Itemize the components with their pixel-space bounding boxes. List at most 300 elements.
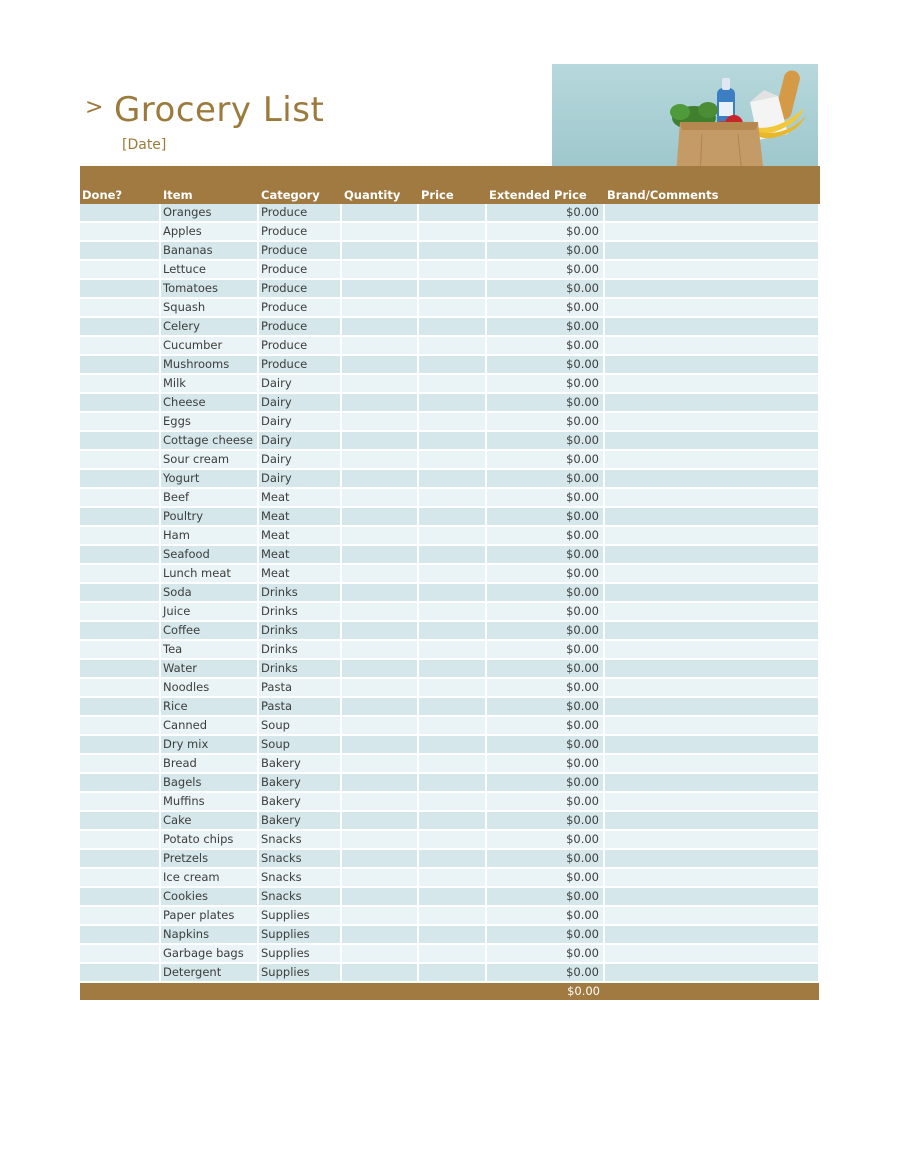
- comments-cell[interactable]: [604, 355, 819, 374]
- quantity-cell[interactable]: [341, 640, 418, 659]
- item-cell[interactable]: Tomatoes: [160, 279, 258, 298]
- comments-cell[interactable]: [604, 526, 819, 545]
- table-row: [80, 640, 819, 659]
- item-cell[interactable]: Cottage cheese: [160, 431, 258, 450]
- category-cell[interactable]: Produce: [258, 241, 341, 260]
- item-cell[interactable]: Milk: [160, 374, 258, 393]
- item-cell[interactable]: Oranges: [160, 204, 258, 222]
- item-cell[interactable]: Cookies: [160, 887, 258, 906]
- item-cell[interactable]: Yogurt: [160, 469, 258, 488]
- extended-price-cell: $0.00: [486, 412, 604, 431]
- done-cell[interactable]: [80, 602, 160, 621]
- comments-cell[interactable]: [604, 545, 819, 564]
- price-cell[interactable]: [418, 260, 486, 279]
- price-cell[interactable]: [418, 526, 486, 545]
- extended-price-cell: $0.00: [486, 317, 604, 336]
- category-cell[interactable]: Pasta: [258, 697, 341, 716]
- done-cell[interactable]: [80, 640, 160, 659]
- table-row: [80, 450, 819, 469]
- category-cell[interactable]: Supplies: [258, 906, 341, 925]
- category-cell[interactable]: Drinks: [258, 640, 341, 659]
- done-cell[interactable]: [80, 735, 160, 754]
- quantity-cell[interactable]: [341, 507, 418, 526]
- price-cell[interactable]: [418, 469, 486, 488]
- quantity-cell[interactable]: [341, 906, 418, 925]
- price-cell[interactable]: [418, 811, 486, 830]
- done-cell[interactable]: [80, 849, 160, 868]
- item-cell[interactable]: Garbage bags: [160, 944, 258, 963]
- price-cell[interactable]: [418, 754, 486, 773]
- category-cell[interactable]: Dairy: [258, 469, 341, 488]
- extended-price-cell: $0.00: [486, 868, 604, 887]
- item-cell[interactable]: Noodles: [160, 678, 258, 697]
- comments-cell[interactable]: [604, 260, 819, 279]
- quantity-cell[interactable]: [341, 412, 418, 431]
- done-cell[interactable]: [80, 659, 160, 678]
- extended-price-cell: $0.00: [486, 564, 604, 583]
- quantity-cell[interactable]: [341, 564, 418, 583]
- done-cell[interactable]: [80, 868, 160, 887]
- price-cell[interactable]: [418, 925, 486, 944]
- item-cell[interactable]: Ham: [160, 526, 258, 545]
- done-cell[interactable]: [80, 925, 160, 944]
- price-cell[interactable]: [418, 393, 486, 412]
- item-cell[interactable]: Cake: [160, 811, 258, 830]
- comments-cell[interactable]: [604, 925, 819, 944]
- category-cell[interactable]: Bakery: [258, 792, 341, 811]
- comments-cell[interactable]: [604, 488, 819, 507]
- grocery-table: [80, 166, 819, 1000]
- category-cell[interactable]: Dairy: [258, 431, 341, 450]
- done-cell[interactable]: [80, 355, 160, 374]
- extended-price-cell: $0.00: [486, 659, 604, 678]
- quantity-cell[interactable]: [341, 925, 418, 944]
- total-spacer: [341, 982, 418, 1000]
- done-cell[interactable]: [80, 792, 160, 811]
- done-cell[interactable]: [80, 621, 160, 640]
- item-cell[interactable]: Eggs: [160, 412, 258, 431]
- comments-cell[interactable]: [604, 716, 819, 735]
- done-cell[interactable]: [80, 431, 160, 450]
- item-cell[interactable]: Canned: [160, 716, 258, 735]
- table-row: [80, 488, 819, 507]
- table-row: [80, 754, 819, 773]
- comments-cell[interactable]: [604, 640, 819, 659]
- quantity-cell[interactable]: [341, 355, 418, 374]
- price-cell[interactable]: [418, 241, 486, 260]
- item-cell[interactable]: Beef: [160, 488, 258, 507]
- item-cell[interactable]: Cucumber: [160, 336, 258, 355]
- done-cell[interactable]: [80, 393, 160, 412]
- category-cell[interactable]: Produce: [258, 204, 341, 222]
- price-cell[interactable]: [418, 204, 486, 222]
- header-quantity[interactable]: Quantity: [341, 166, 418, 204]
- quantity-cell[interactable]: [341, 963, 418, 982]
- comments-cell[interactable]: [604, 697, 819, 716]
- category-cell[interactable]: Produce: [258, 355, 341, 374]
- table-row: [80, 355, 819, 374]
- table-row: [80, 773, 819, 792]
- price-cell[interactable]: [418, 716, 486, 735]
- extended-price-cell: $0.00: [486, 716, 604, 735]
- item-cell[interactable]: Soda: [160, 583, 258, 602]
- item-cell[interactable]: Bread: [160, 754, 258, 773]
- total-row: [80, 982, 819, 1000]
- price-cell[interactable]: [418, 640, 486, 659]
- category-cell[interactable]: Pasta: [258, 678, 341, 697]
- price-cell[interactable]: [418, 830, 486, 849]
- comments-cell[interactable]: [604, 336, 819, 355]
- item-cell[interactable]: Water: [160, 659, 258, 678]
- quantity-cell[interactable]: [341, 811, 418, 830]
- done-cell[interactable]: [80, 279, 160, 298]
- item-cell[interactable]: Sour cream: [160, 450, 258, 469]
- done-cell[interactable]: [80, 963, 160, 982]
- category-cell[interactable]: Dairy: [258, 374, 341, 393]
- done-cell[interactable]: [80, 260, 160, 279]
- extended-price-cell: $0.00: [486, 393, 604, 412]
- done-cell[interactable]: [80, 906, 160, 925]
- price-cell[interactable]: [418, 735, 486, 754]
- extended-price-cell: $0.00: [486, 925, 604, 944]
- header-done[interactable]: Done?: [80, 166, 160, 204]
- comments-cell[interactable]: [604, 583, 819, 602]
- header-brand-comments[interactable]: Brand/Comments: [604, 166, 819, 204]
- done-cell[interactable]: [80, 450, 160, 469]
- done-cell[interactable]: [80, 830, 160, 849]
- comments-cell[interactable]: [604, 849, 819, 868]
- category-cell[interactable]: Snacks: [258, 887, 341, 906]
- extended-price-cell: $0.00: [486, 488, 604, 507]
- quantity-cell[interactable]: [341, 488, 418, 507]
- item-cell[interactable]: Napkins: [160, 925, 258, 944]
- price-cell[interactable]: [418, 602, 486, 621]
- done-cell[interactable]: [80, 298, 160, 317]
- category-cell[interactable]: Snacks: [258, 849, 341, 868]
- done-cell[interactable]: [80, 887, 160, 906]
- table-row: [80, 697, 819, 716]
- quantity-cell[interactable]: [341, 887, 418, 906]
- comments-cell[interactable]: [604, 204, 819, 222]
- price-cell[interactable]: [418, 621, 486, 640]
- item-cell[interactable]: Muffins: [160, 792, 258, 811]
- quantity-cell[interactable]: [341, 944, 418, 963]
- extended-price-cell: $0.00: [486, 450, 604, 469]
- price-cell[interactable]: [418, 906, 486, 925]
- done-cell[interactable]: [80, 507, 160, 526]
- quantity-cell[interactable]: [341, 279, 418, 298]
- item-cell[interactable]: Ice cream: [160, 868, 258, 887]
- done-cell[interactable]: [80, 678, 160, 697]
- category-cell[interactable]: Soup: [258, 716, 341, 735]
- done-cell[interactable]: [80, 583, 160, 602]
- category-cell[interactable]: Produce: [258, 222, 341, 241]
- table-row: [80, 241, 819, 260]
- quantity-cell[interactable]: [341, 431, 418, 450]
- comments-cell[interactable]: [604, 450, 819, 469]
- total-spacer: [258, 982, 341, 1000]
- comments-cell[interactable]: [604, 678, 819, 697]
- table-row: [80, 925, 819, 944]
- title-text: Grocery List: [113, 90, 325, 130]
- done-cell[interactable]: [80, 697, 160, 716]
- price-cell[interactable]: [418, 431, 486, 450]
- header-item[interactable]: Item: [160, 166, 258, 204]
- extended-price-cell: $0.00: [486, 241, 604, 260]
- done-cell[interactable]: [80, 412, 160, 431]
- comments-cell[interactable]: [604, 222, 819, 241]
- price-cell[interactable]: [418, 849, 486, 868]
- category-cell[interactable]: Produce: [258, 260, 341, 279]
- price-cell[interactable]: [418, 659, 486, 678]
- price-cell[interactable]: [418, 545, 486, 564]
- quantity-cell[interactable]: [341, 678, 418, 697]
- price-cell[interactable]: [418, 279, 486, 298]
- quantity-cell[interactable]: [341, 716, 418, 735]
- item-cell[interactable]: Apples: [160, 222, 258, 241]
- comments-cell[interactable]: [604, 621, 819, 640]
- quantity-cell[interactable]: [341, 583, 418, 602]
- quantity-cell[interactable]: [341, 830, 418, 849]
- price-cell[interactable]: [418, 564, 486, 583]
- category-cell[interactable]: Snacks: [258, 830, 341, 849]
- quantity-cell[interactable]: [341, 393, 418, 412]
- header-extended-price[interactable]: Extended Price: [486, 166, 604, 204]
- quantity-cell[interactable]: [341, 241, 418, 260]
- price-cell[interactable]: [418, 412, 486, 431]
- comments-cell[interactable]: [604, 393, 819, 412]
- table-row: [80, 944, 819, 963]
- price-cell[interactable]: [418, 697, 486, 716]
- price-cell[interactable]: [418, 773, 486, 792]
- quantity-cell[interactable]: [341, 260, 418, 279]
- price-cell[interactable]: [418, 336, 486, 355]
- quantity-cell[interactable]: [341, 659, 418, 678]
- table-row: [80, 792, 819, 811]
- item-cell[interactable]: Seafood: [160, 545, 258, 564]
- item-cell[interactable]: Lunch meat: [160, 564, 258, 583]
- comments-cell[interactable]: [604, 792, 819, 811]
- quantity-cell[interactable]: [341, 317, 418, 336]
- price-cell[interactable]: [418, 792, 486, 811]
- category-cell[interactable]: Dairy: [258, 393, 341, 412]
- category-cell[interactable]: Bakery: [258, 773, 341, 792]
- done-cell[interactable]: [80, 526, 160, 545]
- quantity-cell[interactable]: [341, 849, 418, 868]
- comments-cell[interactable]: [604, 754, 819, 773]
- quantity-cell[interactable]: [341, 602, 418, 621]
- comments-cell[interactable]: [604, 507, 819, 526]
- item-cell[interactable]: Lettuce: [160, 260, 258, 279]
- category-cell[interactable]: Meat: [258, 545, 341, 564]
- category-cell[interactable]: Dairy: [258, 450, 341, 469]
- category-cell[interactable]: Drinks: [258, 659, 341, 678]
- comments-cell[interactable]: [604, 241, 819, 260]
- comments-cell[interactable]: [604, 602, 819, 621]
- done-cell[interactable]: [80, 241, 160, 260]
- comments-cell[interactable]: [604, 374, 819, 393]
- quantity-cell[interactable]: [341, 450, 418, 469]
- quantity-cell[interactable]: [341, 204, 418, 222]
- category-cell[interactable]: Drinks: [258, 602, 341, 621]
- item-cell[interactable]: Cheese: [160, 393, 258, 412]
- done-cell[interactable]: [80, 204, 160, 222]
- item-cell[interactable]: Coffee: [160, 621, 258, 640]
- done-cell[interactable]: [80, 773, 160, 792]
- price-cell[interactable]: [418, 963, 486, 982]
- item-cell[interactable]: Paper plates: [160, 906, 258, 925]
- comments-cell[interactable]: [604, 469, 819, 488]
- extended-price-cell: $0.00: [486, 944, 604, 963]
- table-header-row: [80, 166, 819, 204]
- price-cell[interactable]: [418, 298, 486, 317]
- price-cell[interactable]: [418, 317, 486, 336]
- comments-cell[interactable]: [604, 412, 819, 431]
- done-cell[interactable]: [80, 944, 160, 963]
- date-field[interactable]: [Date]: [122, 137, 167, 153]
- done-cell[interactable]: [80, 469, 160, 488]
- price-cell[interactable]: [418, 222, 486, 241]
- category-cell[interactable]: Produce: [258, 317, 341, 336]
- quantity-cell[interactable]: [341, 298, 418, 317]
- item-cell[interactable]: Squash: [160, 298, 258, 317]
- quantity-cell[interactable]: [341, 336, 418, 355]
- quantity-cell[interactable]: [341, 773, 418, 792]
- title-arrow: >: [85, 95, 104, 120]
- done-cell[interactable]: [80, 754, 160, 773]
- extended-price-cell: $0.00: [486, 602, 604, 621]
- comments-cell[interactable]: [604, 659, 819, 678]
- category-cell[interactable]: Drinks: [258, 583, 341, 602]
- quantity-cell[interactable]: [341, 222, 418, 241]
- quantity-cell[interactable]: [341, 792, 418, 811]
- table-row: [80, 374, 819, 393]
- done-cell[interactable]: [80, 336, 160, 355]
- item-cell[interactable]: Pretzels: [160, 849, 258, 868]
- item-cell[interactable]: Poultry: [160, 507, 258, 526]
- table-row: [80, 830, 819, 849]
- done-cell[interactable]: [80, 488, 160, 507]
- table-row: [80, 602, 819, 621]
- done-cell[interactable]: [80, 317, 160, 336]
- comments-cell[interactable]: [604, 279, 819, 298]
- category-cell[interactable]: Soup: [258, 735, 341, 754]
- comments-cell[interactable]: [604, 773, 819, 792]
- item-cell[interactable]: Juice: [160, 602, 258, 621]
- price-cell[interactable]: [418, 944, 486, 963]
- price-cell[interactable]: [418, 374, 486, 393]
- price-cell[interactable]: [418, 583, 486, 602]
- comments-cell[interactable]: [604, 906, 819, 925]
- done-cell[interactable]: [80, 564, 160, 583]
- category-cell[interactable]: Bakery: [258, 754, 341, 773]
- quantity-cell[interactable]: [341, 526, 418, 545]
- comments-cell[interactable]: [604, 944, 819, 963]
- item-cell[interactable]: Mushrooms: [160, 355, 258, 374]
- category-cell[interactable]: Produce: [258, 336, 341, 355]
- done-cell[interactable]: [80, 716, 160, 735]
- table-row: [80, 735, 819, 754]
- quantity-cell[interactable]: [341, 469, 418, 488]
- item-cell[interactable]: Bananas: [160, 241, 258, 260]
- category-cell[interactable]: Meat: [258, 488, 341, 507]
- price-cell[interactable]: [418, 488, 486, 507]
- extended-price-cell: $0.00: [486, 754, 604, 773]
- category-cell[interactable]: Supplies: [258, 944, 341, 963]
- extended-price-cell: $0.00: [486, 963, 604, 982]
- item-cell[interactable]: Dry mix: [160, 735, 258, 754]
- price-cell[interactable]: [418, 507, 486, 526]
- category-cell[interactable]: Meat: [258, 564, 341, 583]
- item-cell[interactable]: Detergent: [160, 963, 258, 982]
- category-cell[interactable]: Supplies: [258, 963, 341, 982]
- price-cell[interactable]: [418, 450, 486, 469]
- quantity-cell[interactable]: [341, 754, 418, 773]
- header-price[interactable]: Price: [418, 166, 486, 204]
- category-cell[interactable]: Drinks: [258, 621, 341, 640]
- comments-cell[interactable]: [604, 431, 819, 450]
- extended-price-cell: $0.00: [486, 849, 604, 868]
- quantity-cell[interactable]: [341, 621, 418, 640]
- extended-price-cell: $0.00: [486, 887, 604, 906]
- category-cell[interactable]: Supplies: [258, 925, 341, 944]
- item-cell[interactable]: Potato chips: [160, 830, 258, 849]
- quantity-cell[interactable]: [341, 374, 418, 393]
- category-cell[interactable]: Bakery: [258, 811, 341, 830]
- item-cell[interactable]: Celery: [160, 317, 258, 336]
- category-cell[interactable]: Meat: [258, 526, 341, 545]
- comments-cell[interactable]: [604, 317, 819, 336]
- quantity-cell[interactable]: [341, 545, 418, 564]
- done-cell[interactable]: [80, 374, 160, 393]
- price-cell[interactable]: [418, 868, 486, 887]
- price-cell[interactable]: [418, 678, 486, 697]
- table-row: [80, 621, 819, 640]
- total-extended-price: $0.00: [486, 982, 604, 1000]
- comments-cell[interactable]: [604, 830, 819, 849]
- comments-cell[interactable]: [604, 887, 819, 906]
- extended-price-cell: $0.00: [486, 735, 604, 754]
- quantity-cell[interactable]: [341, 735, 418, 754]
- done-cell[interactable]: [80, 222, 160, 241]
- item-cell[interactable]: Tea: [160, 640, 258, 659]
- category-cell[interactable]: Snacks: [258, 868, 341, 887]
- category-cell[interactable]: Produce: [258, 298, 341, 317]
- done-cell[interactable]: [80, 545, 160, 564]
- comments-cell[interactable]: [604, 811, 819, 830]
- price-cell[interactable]: [418, 355, 486, 374]
- category-cell[interactable]: Meat: [258, 507, 341, 526]
- quantity-cell[interactable]: [341, 868, 418, 887]
- comments-cell[interactable]: [604, 963, 819, 982]
- table-row: [80, 204, 819, 222]
- item-cell[interactable]: Bagels: [160, 773, 258, 792]
- header-category[interactable]: Category: [258, 166, 341, 204]
- price-cell[interactable]: [418, 887, 486, 906]
- comments-cell[interactable]: [604, 298, 819, 317]
- table-row: [80, 868, 819, 887]
- comments-cell[interactable]: [604, 564, 819, 583]
- category-cell[interactable]: Dairy: [258, 412, 341, 431]
- extended-price-cell: $0.00: [486, 336, 604, 355]
- quantity-cell[interactable]: [341, 697, 418, 716]
- item-cell[interactable]: Rice: [160, 697, 258, 716]
- extended-price-cell: $0.00: [486, 431, 604, 450]
- done-cell[interactable]: [80, 811, 160, 830]
- comments-cell[interactable]: [604, 735, 819, 754]
- comments-cell[interactable]: [604, 868, 819, 887]
- category-cell[interactable]: Produce: [258, 279, 341, 298]
